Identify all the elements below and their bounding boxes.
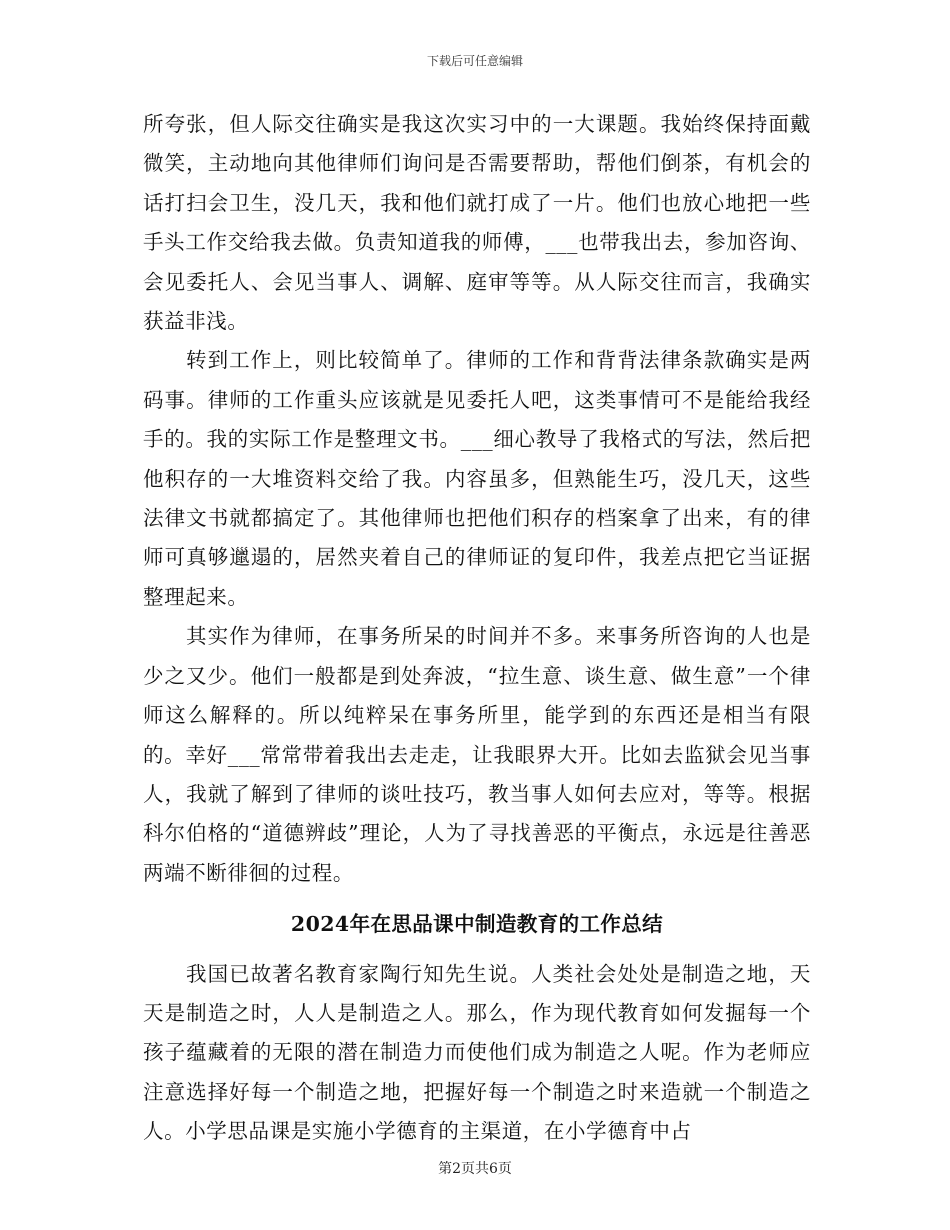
paragraph-work: 转到工作上，则比较简单了。律师的工作和背背法律条款确实是两码事。律师的工作重头应该就是见委托人吧，这类事情可不是能给我经手的。我的实际工作是整理文书。___细心教导了我格式的写法，然后把他积存的一大堆资料交给了我。内容虽多，但熟能生巧，没几天，这些法律文书就都搞定了。其他律师也把他们积存的档案拿了出来，有的律师可真够邋遢的，居然夹着自己的律师证的复印件，我差点把它当证据整理起来。 — [143, 348, 811, 609]
paragraph-interpersonal: 所夸张，但人际交往确实是我这次实习中的一大课题。我始终保持面戴微笑，主动地向其他律师们询问是否需要帮助，帮他们倒茶，有机会的话打扫会卫生，没几天，我和他们就打成了一片。他们也放心地把一些手头工作交给我去做。负责知道我的师傅，___也带我出去，参加咨询、会见委托人、会见当事人、调解、庭审等等。从人际交往而言，我确实获益非浅。 — [143, 112, 811, 334]
section-title: 2024年在思品课中制造教育的工作总结 — [290, 912, 664, 937]
paragraph-law-firm: 其实作为律师，在事务所呆的时间并不多。来事务所咨询的人也是少之又少。他们一般都是到处奔波，“拉生意、谈生意、做生意”一个律师这么解释的。所以纯粹呆在事务所里，能学到的东西还是相当有限的。幸好___常常带着我出去走走，让我眼界大开。比如去监狱会见当事人，我就了解到了律师的谈吐技巧，教当事人如何去应对，等等。根据科尔伯格的“道德辨歧”理论，人为了寻找善恶的平衡点，永远是往善恶两端不断徘徊的过程。 — [143, 624, 811, 885]
page-header: 下载后可任意编辑 — [426, 54, 523, 68]
page-number: 第2页共6页 — [438, 1161, 512, 1177]
paragraph-section-intro: 我国已故著名教育家陶行知先生说。人类社会处处是制造之地，天天是制造之时，人人是制造之人。那么，作为现代教育如何发掘每一个孩子蕴藏着的无限的潜在制造力而使他们成为制造之人呢。作为老师应注意选择好每一个制造之地，把握好每一个制造之时来造就一个制造之人。小学思品课是实施小学德育的主渠道，在小学德育中占 — [143, 961, 811, 1144]
document-body — [143, 105, 811, 1152]
